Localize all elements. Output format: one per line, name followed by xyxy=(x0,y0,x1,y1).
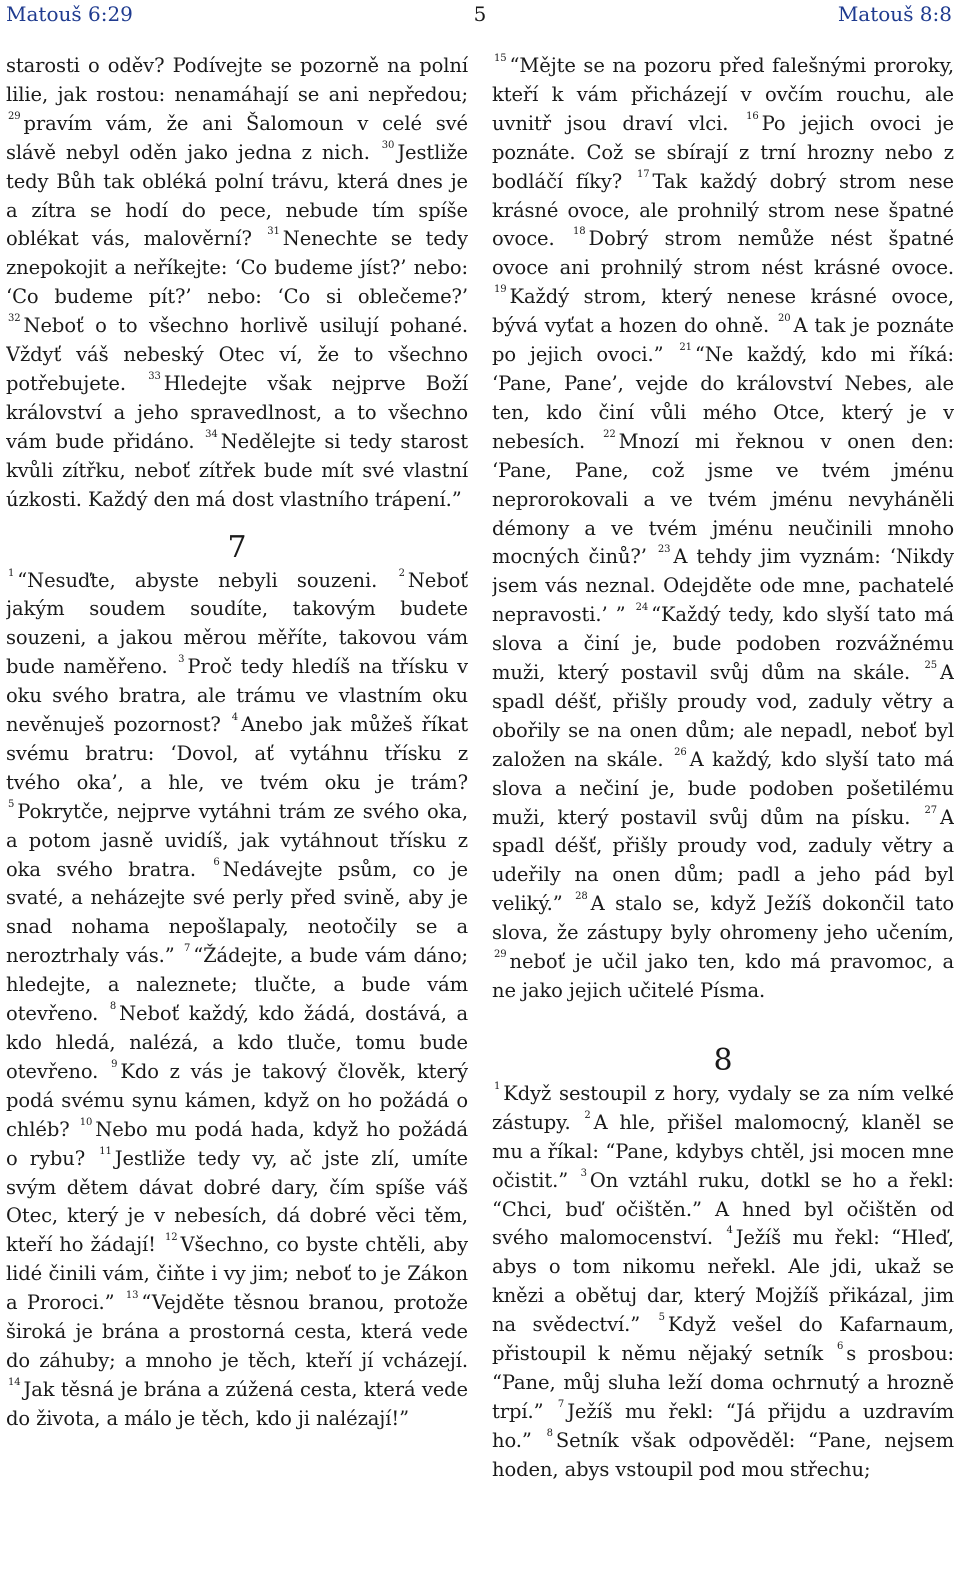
verse-text: Jestliže tedy Bůh tak obléká polní trávu, která dnes je a zítra se hodí do pece, nebude tím spíše oblékat vás, malověrní? xyxy=(6,140,468,251)
header-right-reference[interactable]: Matouš 8:8 xyxy=(837,2,952,26)
right-column xyxy=(492,52,954,1567)
verse-text: “Vejděte těsnou branou, protože široká je brána a prostorná cesta, která vede do záhuby; a mnoho je těch, kteří jí vcházejí. xyxy=(6,1291,468,1372)
verse-text: A tak je poznáte po jejich ovoci.” xyxy=(492,314,954,367)
verse-text: A hle, přišel malomocný, klaněl se mu a říkal: “Pane, kdybys chtěl, jsi mocen mne očistit.” xyxy=(492,1110,954,1192)
verse-number: 6 xyxy=(836,1341,844,1353)
verse-number: 16 xyxy=(746,110,759,122)
verse-number: 2 xyxy=(584,1109,591,1121)
verse-text: Kdo z vás je takový člověk, který podá svému synu kámen, když on ho požádá o chléb? xyxy=(6,1059,468,1141)
verse-number: 14 xyxy=(8,1376,21,1388)
verse-number: 26 xyxy=(674,746,687,758)
verse-text: “Nesuďte, abyste nebyli souzeni. xyxy=(17,568,397,592)
verse-number: 34 xyxy=(205,428,218,440)
verse-number: 20 xyxy=(777,313,791,325)
verse-text: s prosbou: “Pane, můj sluha leží doma ochrnutý a hrozně trpí.” xyxy=(492,1342,954,1423)
verse-number: 30 xyxy=(381,139,395,151)
verse-text: Setník však odpověděl: “Pane, nejsem hoden, abys vstoupil pod mou střechu; xyxy=(492,1428,954,1481)
verse-text: Ježíš mu řekl: “Hleď, abys o tom nikomu neřekl. Ale jdi, ukaž se knězi a obětuj dar, který Mojžíš přikázal, jim na svědectví.” xyxy=(492,1226,954,1337)
verse-number: 19 xyxy=(494,284,507,296)
verse-text: “Každý tedy, kdo slyší tato má slova a činí je, bude podoben rozvážnému muži, který postavil svůj dům na skále. xyxy=(492,603,954,685)
verse-number: 9 xyxy=(111,1058,118,1070)
verse-text: Každý strom, který nenese krásné ovoce, bývá vyťat a hozen do ohně. xyxy=(492,285,954,338)
verse-text: Jestliže tedy vy, ač jste zlí, umíte svým dětem dávat dobré dary, čím spíše váš Otec, který je v nebesích, dá dobré věci těm, kteří ho žádají! xyxy=(6,1146,468,1257)
verse-text: Když vešel do Kafarnaum, přistoupil k němu nějaký setník xyxy=(492,1313,954,1366)
verse-number: 2 xyxy=(398,567,405,579)
verse-text: neboť je učil jako ten, kdo má pravomoc, a ne jako jejich učitelé Písma. xyxy=(492,950,954,1002)
verse-text: Neboť o to všechno horlivě usilují pohané. Vždyť váš nebeský Otec ví, že to všechno potřebujete. xyxy=(6,314,468,395)
verse-number: 29 xyxy=(494,949,507,961)
verse-number: 32 xyxy=(8,313,21,325)
chapter-number: 8 xyxy=(713,1042,733,1078)
paragraph xyxy=(6,52,468,515)
verse-text: “Ne každý, kdo mi říká: ‘Pane, Pane’, vejde do království Nebes, ale ten, kdo činí vůli mého Otce, který je v nebesích. xyxy=(492,343,954,453)
verse-text: A spadl déšť, přišly proudy vod, zaduly větry a obořily se na onen dům; ale nepadl, neboť byl založen na skále. xyxy=(492,661,954,771)
verse-number: 27 xyxy=(924,804,938,816)
verse-text: Nedělejte si tedy starost kvůli zítřku, neboť zítřek bude mít své vlastní úzkosti. Každý den má dost vlastního trápení.” xyxy=(6,429,468,511)
verse-text: A stalo se, když Ježíš dokončil tato slova, že zástupy byly ohromeny jeho učením, xyxy=(492,892,954,945)
verse-text: pravím vám, že ani Šalomoun v celé své slávě nebyl oděn jako jedna z nich. xyxy=(6,111,468,164)
paragraph xyxy=(492,52,954,1006)
verse-number: 3 xyxy=(580,1167,587,1179)
verse-text: starosti o oděv? Podívejte se pozorně na polní lilie, jak rostou: nenamáhají se ani nepředou; xyxy=(6,54,468,106)
verse-number: 4 xyxy=(726,1225,733,1237)
verse-text: Nebo mu podá hada, když ho požádá o rybu? xyxy=(6,1117,468,1170)
chapter-number: 7 xyxy=(227,529,247,565)
verse-text: Pokrytče, nejprve vytáhni trám ze svého oka, a potom jasně uvidíš, jak vytáhnout třísku z oka svého bratra. xyxy=(6,799,468,881)
verse-number: 15 xyxy=(494,53,507,64)
verse-number: 21 xyxy=(679,342,692,354)
verse-number: 3 xyxy=(178,654,185,666)
header-left-reference[interactable]: Matouš 6:29 xyxy=(6,2,133,26)
verse-text: Ježíš mu řekl: “Já přijdu a uzdravím ho.” xyxy=(492,1399,954,1452)
verse-number: 5 xyxy=(658,1312,665,1324)
verse-text: Všechno, co byste chtěli, aby lidé činili vám, čiňte i vy jim; neboť to je Zákon a Proroci.” xyxy=(6,1233,468,1315)
verse-text: Neboť jakým soudem soudíte, takovým budete souzeni, a jakou měrou měříte, takovou vám bude naměřeno. xyxy=(6,568,468,679)
verse-number: 13 xyxy=(125,1290,139,1302)
left-column xyxy=(6,52,468,1567)
verse-number: 5 xyxy=(8,798,15,810)
verse-number: 8 xyxy=(109,1001,117,1013)
verse-number: 7 xyxy=(183,943,191,955)
verse-text: Jak těsná je brána a zúžená cesta, která vede do života, a málo je těch, kdo ji nalézají!” xyxy=(6,1377,468,1430)
verse-text: Po jejich ovoci je poznáte. Což se sbírají z trní hrozny nebo z bodláčí fíky? xyxy=(492,111,954,193)
verse-number: 25 xyxy=(924,660,938,672)
verse-number: 23 xyxy=(657,544,671,556)
verse-text: Proč tedy hledíš na třísku v oku svého bratra, ale trámu ve vlastním oku nevěnuješ pozornost? xyxy=(6,655,468,737)
verse-number: 1 xyxy=(494,1080,501,1092)
verse-number: 24 xyxy=(635,602,649,614)
verse-text: Nenechte se tedy znepokojit a neříkejte: ‘Co budeme jíst?’ nebo: ‘Co budeme pít?’ nebo: ‘Co si oblečeme?’ xyxy=(6,227,468,309)
verse-text: On vztáhl ruku, dotkl se ho a řekl: “Chci, buď očištěn.” A hned byl očištěn od svého malomocenství. xyxy=(492,1168,954,1250)
verse-number: 12 xyxy=(164,1232,178,1244)
verse-text: Dobrý strom nemůže nést špatné ovoce ani prohnilý strom nést krásné ovoce. xyxy=(492,227,954,280)
verse-number: 18 xyxy=(572,226,586,238)
verse-number: 6 xyxy=(213,856,220,868)
verse-number: 7 xyxy=(557,1398,565,1410)
verse-number: 1 xyxy=(8,567,15,579)
verse-text: Nedávejte psům, co je svaté, a neházejte své perly před svině, aby je snad nohama nepošlapaly, neotočily se a neroztrhaly vás.” xyxy=(6,857,468,968)
verse-text: A spadl déšť, přišly proudy vod, zaduly větry a udeřily na onen dům; padl a jeho pád byl veliký.” xyxy=(492,805,954,916)
verse-number: 11 xyxy=(99,1145,112,1157)
verse-text: Neboť každý, kdo žádá, dostává, a kdo hledá, nalézá, a kdo tluče, tomu bude otevřeno. xyxy=(6,1002,468,1083)
verse-text: A tehdy jim vyznám: ‘Nikdy jsem vás neznal. Odejděte ode mne, pachatelé nepravosti.’ ” xyxy=(492,545,954,627)
verse-text: Když sestoupil z hory, vydaly se za ním velké zástupy. xyxy=(492,1081,954,1134)
verse-number: 29 xyxy=(8,110,21,122)
verse-number: 4 xyxy=(231,712,239,724)
verse-text: Tak každý dobrý strom nese krásné ovoce, ale prohnilý strom nese špatné ovoce. xyxy=(492,169,954,251)
verse-text: “Mějte se na pozoru před falešnými proroky, kteří k vám přicházejí v ovčím rouchu, ale uvnitř jsou draví vlci. xyxy=(492,54,954,135)
page-header xyxy=(0,0,960,30)
verse-number: 8 xyxy=(546,1427,553,1439)
verse-number: 31 xyxy=(267,226,280,238)
verse-number: 33 xyxy=(148,370,161,382)
page-number: 5 xyxy=(473,2,487,26)
verse-number: 22 xyxy=(603,428,616,440)
verse-text: A každý, kdo slyší tato má slova a nečiní je, bude podoben pošetilému muži, který postavil svůj dům na písku. xyxy=(492,747,954,829)
verse-number: 17 xyxy=(636,168,650,180)
paragraph xyxy=(6,567,468,1434)
verse-number: 10 xyxy=(79,1116,93,1128)
verse-text: Hledejte však nejprve Boží království a jeho spravedlnost, a to všechno vám bude přidáno. xyxy=(6,371,468,453)
verse-number: 28 xyxy=(575,891,588,903)
verse-text: Mnozí mi řeknou v onen den: ‘Pane, Pane, což jsme ve tvém jménu neprorokovali a ve tvém jménu nevyháněli démony a ve tvém jménu neučinili mnoho mocných činů?’ xyxy=(492,429,954,569)
verse-text: Anebo jak můžeš říkat svému bratru: ‘Dovol, ať vytáhnu třísku z tvého oka’, a hle, ve tvém oku je trám? xyxy=(6,713,468,794)
paragraph xyxy=(492,1080,954,1485)
verse-text: “Žádejte, a bude vám dáno; hledejte, a naleznete; tlučte, a bude vám otevřeno. xyxy=(6,944,468,1026)
